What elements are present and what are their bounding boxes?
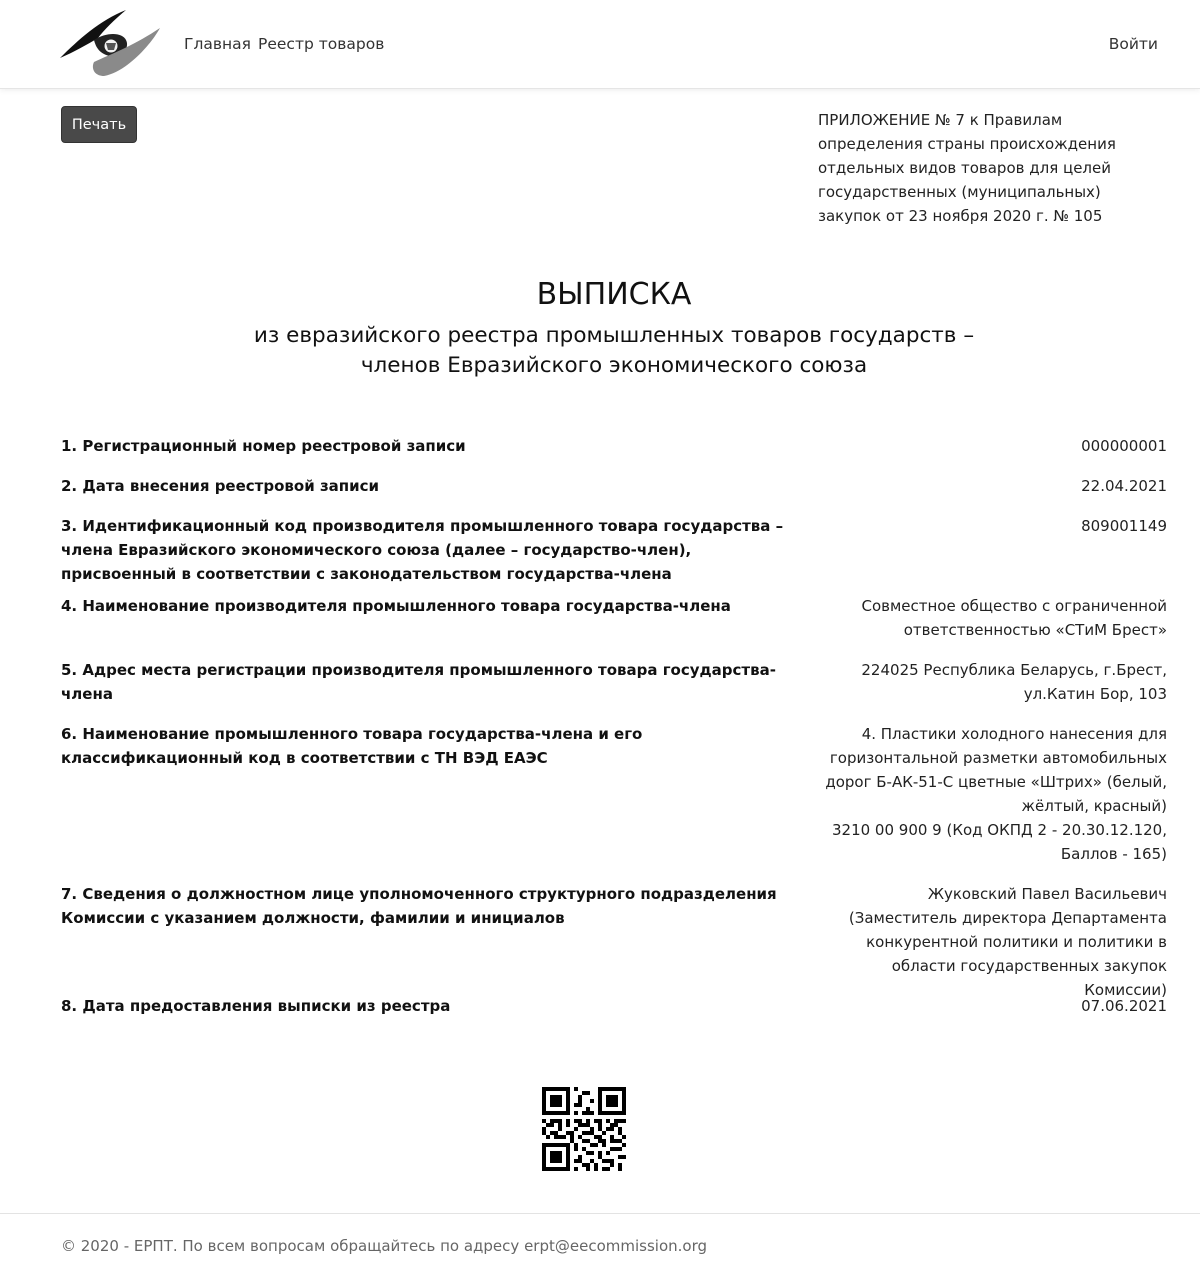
subtitle-line-1: из евразийского реестра промышленных товаров государств – xyxy=(253,323,975,348)
product-description: 4. Пластики холодного нанесения для горизонтальной разметки автомобильных дорог Б-АК-51-С цветные «Штрих» (белый, жёлтый, красный) xyxy=(825,725,1167,815)
nav-home-link[interactable]: Главная xyxy=(184,35,251,53)
footer-divider xyxy=(0,1213,1200,1214)
product-code: 3210 00 900 9 (Код ОКПД 2 - 20.30.12.120, Баллов - 165) xyxy=(831,821,1167,863)
footer-text: © 2020 - ЕРПТ. По всем вопросам обращайтесь по адресу xyxy=(61,1237,520,1255)
row-value: Совместное общество с ограниченной ответственностью «СТиМ Брест» xyxy=(861,597,1167,639)
document-subtitle xyxy=(0,321,1200,381)
login-link[interactable]: Войти xyxy=(1108,35,1158,53)
navbar xyxy=(0,0,1200,89)
row-label: 1. Регистрационный номер реестровой записи xyxy=(61,437,466,455)
row-label: 5. Адрес места регистрации производителя промышленного товара государства-члена xyxy=(61,661,776,703)
row-label: 3. Идентификационный код производителя промышленного товара государства – члена Евразийского экономического союза (далее – государство-член), присвоенный в соответствии с законодательством государства-члена xyxy=(61,517,784,583)
row-label: 6. Наименование промышленного товара государства-члена и его классификационный код в соответствии с ТН ВЭД ЕАЭС xyxy=(61,725,643,767)
footer-email-link[interactable]: erpt@eecommission.org xyxy=(524,1237,708,1255)
row-value: 07.06.2021 xyxy=(1081,997,1167,1015)
appendix-note: ПРИЛОЖЕНИЕ № 7 к Правилам определения страны происхождения отдельных видов товаров для целей государственных (муниципальных) закупок от 23 ноября 2020 г. № 105 xyxy=(818,111,1116,225)
row-value: 224025 Республика Беларусь, г.Брест, ул.Катин Бор, 103 xyxy=(861,661,1167,703)
eaeu-logo-icon[interactable] xyxy=(60,10,160,76)
row-label: 7. Сведения о должностном лице уполномоченного структурного подразделения Комиссии с указанием должности, фамилии и инициалов xyxy=(61,885,777,927)
row-value xyxy=(817,722,1167,866)
qr-code-icon xyxy=(542,1087,626,1171)
footer xyxy=(61,1235,707,1257)
row-label: 4. Наименование производителя промышленного товара государства-члена xyxy=(61,597,731,615)
nav-registry-link[interactable]: Реестр товаров xyxy=(258,35,385,53)
print-button[interactable]: Печать xyxy=(61,106,137,143)
document-title: ВЫПИСКА xyxy=(536,277,692,312)
subtitle-line-2: членов Евразийского экономического союза xyxy=(360,353,868,378)
row-value: 000000001 xyxy=(1081,437,1167,455)
row-value: 22.04.2021 xyxy=(1081,477,1167,495)
row-value: Жуковский Павел Васильевич (Заместитель директора Департамента конкурентной политики и политики в области государственных закупок Комиссии) xyxy=(848,885,1167,999)
row-label: 2. Дата внесения реестровой записи xyxy=(61,477,380,495)
row-value: 809001149 xyxy=(1081,517,1167,535)
row-label: 8. Дата предоставления выписки из реестра xyxy=(61,997,451,1015)
